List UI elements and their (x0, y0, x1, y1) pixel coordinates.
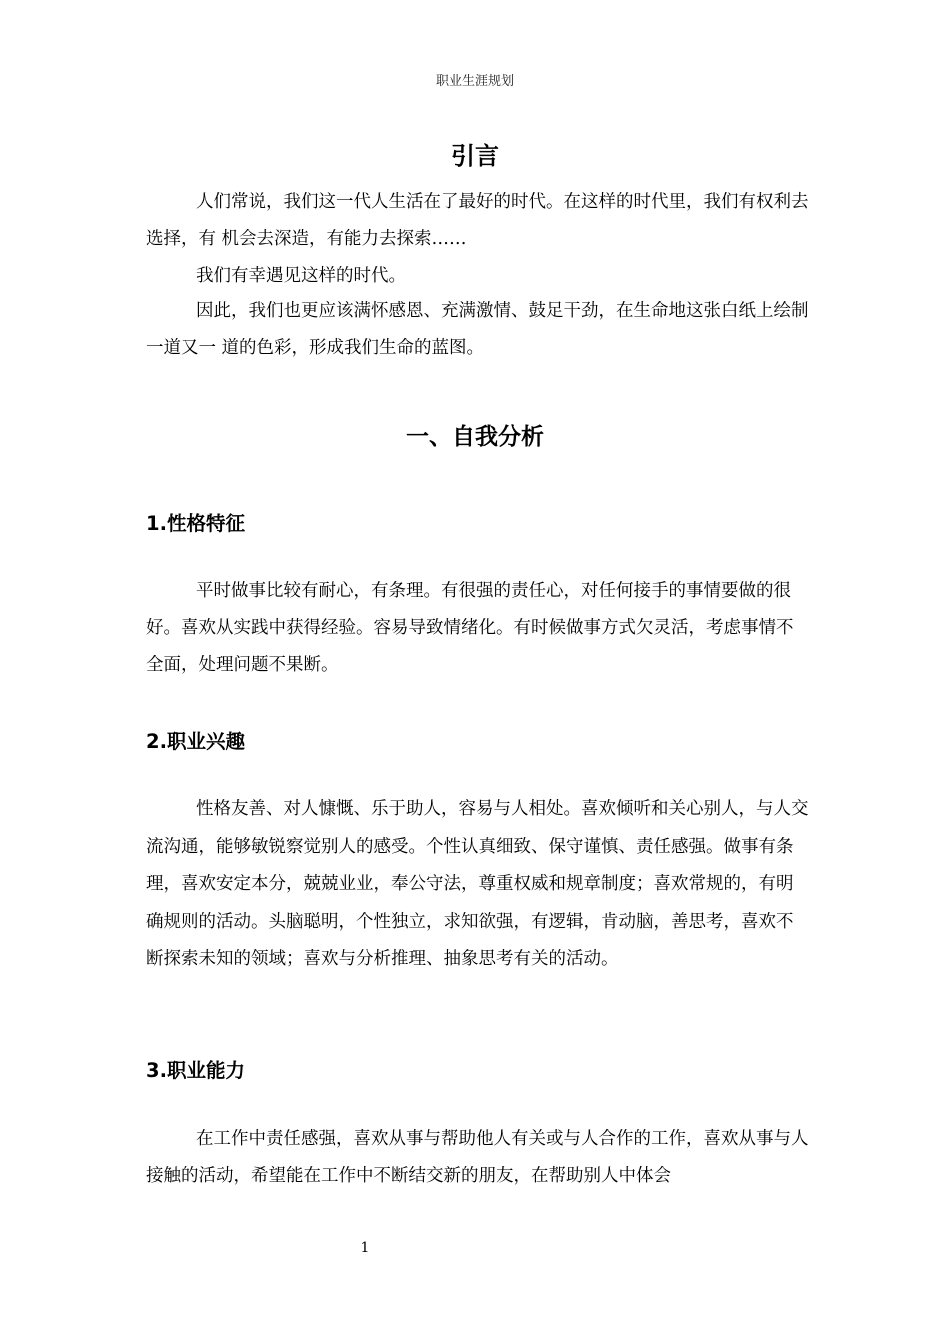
intro-paragraph-1: 人们常说，我们这一代人生活在了最好的时代。在这样的时代里，我们有权利去选择，有 机会去深造，有能力去探索…… (146, 192, 809, 249)
intro-title: 引言 (451, 142, 499, 170)
page-header: 职业生涯规划 (435, 74, 514, 89)
intro-paragraph-2: 我们有幸遇见这样的时代。 (196, 266, 406, 286)
subheading-career-ability: 3.职业能力 (146, 1059, 245, 1082)
section-title-self-analysis: 一、自我分析 (406, 424, 544, 450)
career-ability-paragraph: 在工作中责任感强，喜欢从事与帮助他人有关或与人合作的工作，喜欢从事与人接触的活动，希望能在工作中不断结交新的朋友，在帮助别人中体会 (146, 1129, 809, 1186)
personality-paragraph: 平时做事比较有耐心，有条理。有很强的责任心，对任何接手的事情要做的很好。喜欢从实践中获得经验。容易导致情绪化。有时候做事方式欠灵活，考虑事情不全面，处理问题不果断。 (146, 581, 794, 675)
intro-paragraph-3: 因此，我们也更应该满怀感恩、充满激情、鼓足干劲，在生命地这张白纸上绘制一道又一 道的色彩，形成我们生命的蓝图。 (146, 301, 809, 358)
page-number: 1 (360, 1240, 370, 1256)
subheading-personality: 1.性格特征 (146, 512, 245, 535)
career-interest-paragraph: 性格友善、对人慷慨、乐于助人，容易与人相处。喜欢倾听和关心别人，与人交流沟通，能够敏锐察觉别人的感受。个性认真细致、保守谨慎、责任感强。做事有条理，喜欢安定本分，兢兢业业，奉公守法，尊重权威和规章制度；喜欢常规的，有明确规则的活动。头脑聪明，个性独立，求知欲强，有逻辑，肯动脑，善思考，喜欢不断探索未知的领域；喜欢与分析推理、抽象思考有关的活动。 (146, 799, 809, 969)
subheading-career-interest: 2.职业兴趣 (146, 730, 245, 753)
